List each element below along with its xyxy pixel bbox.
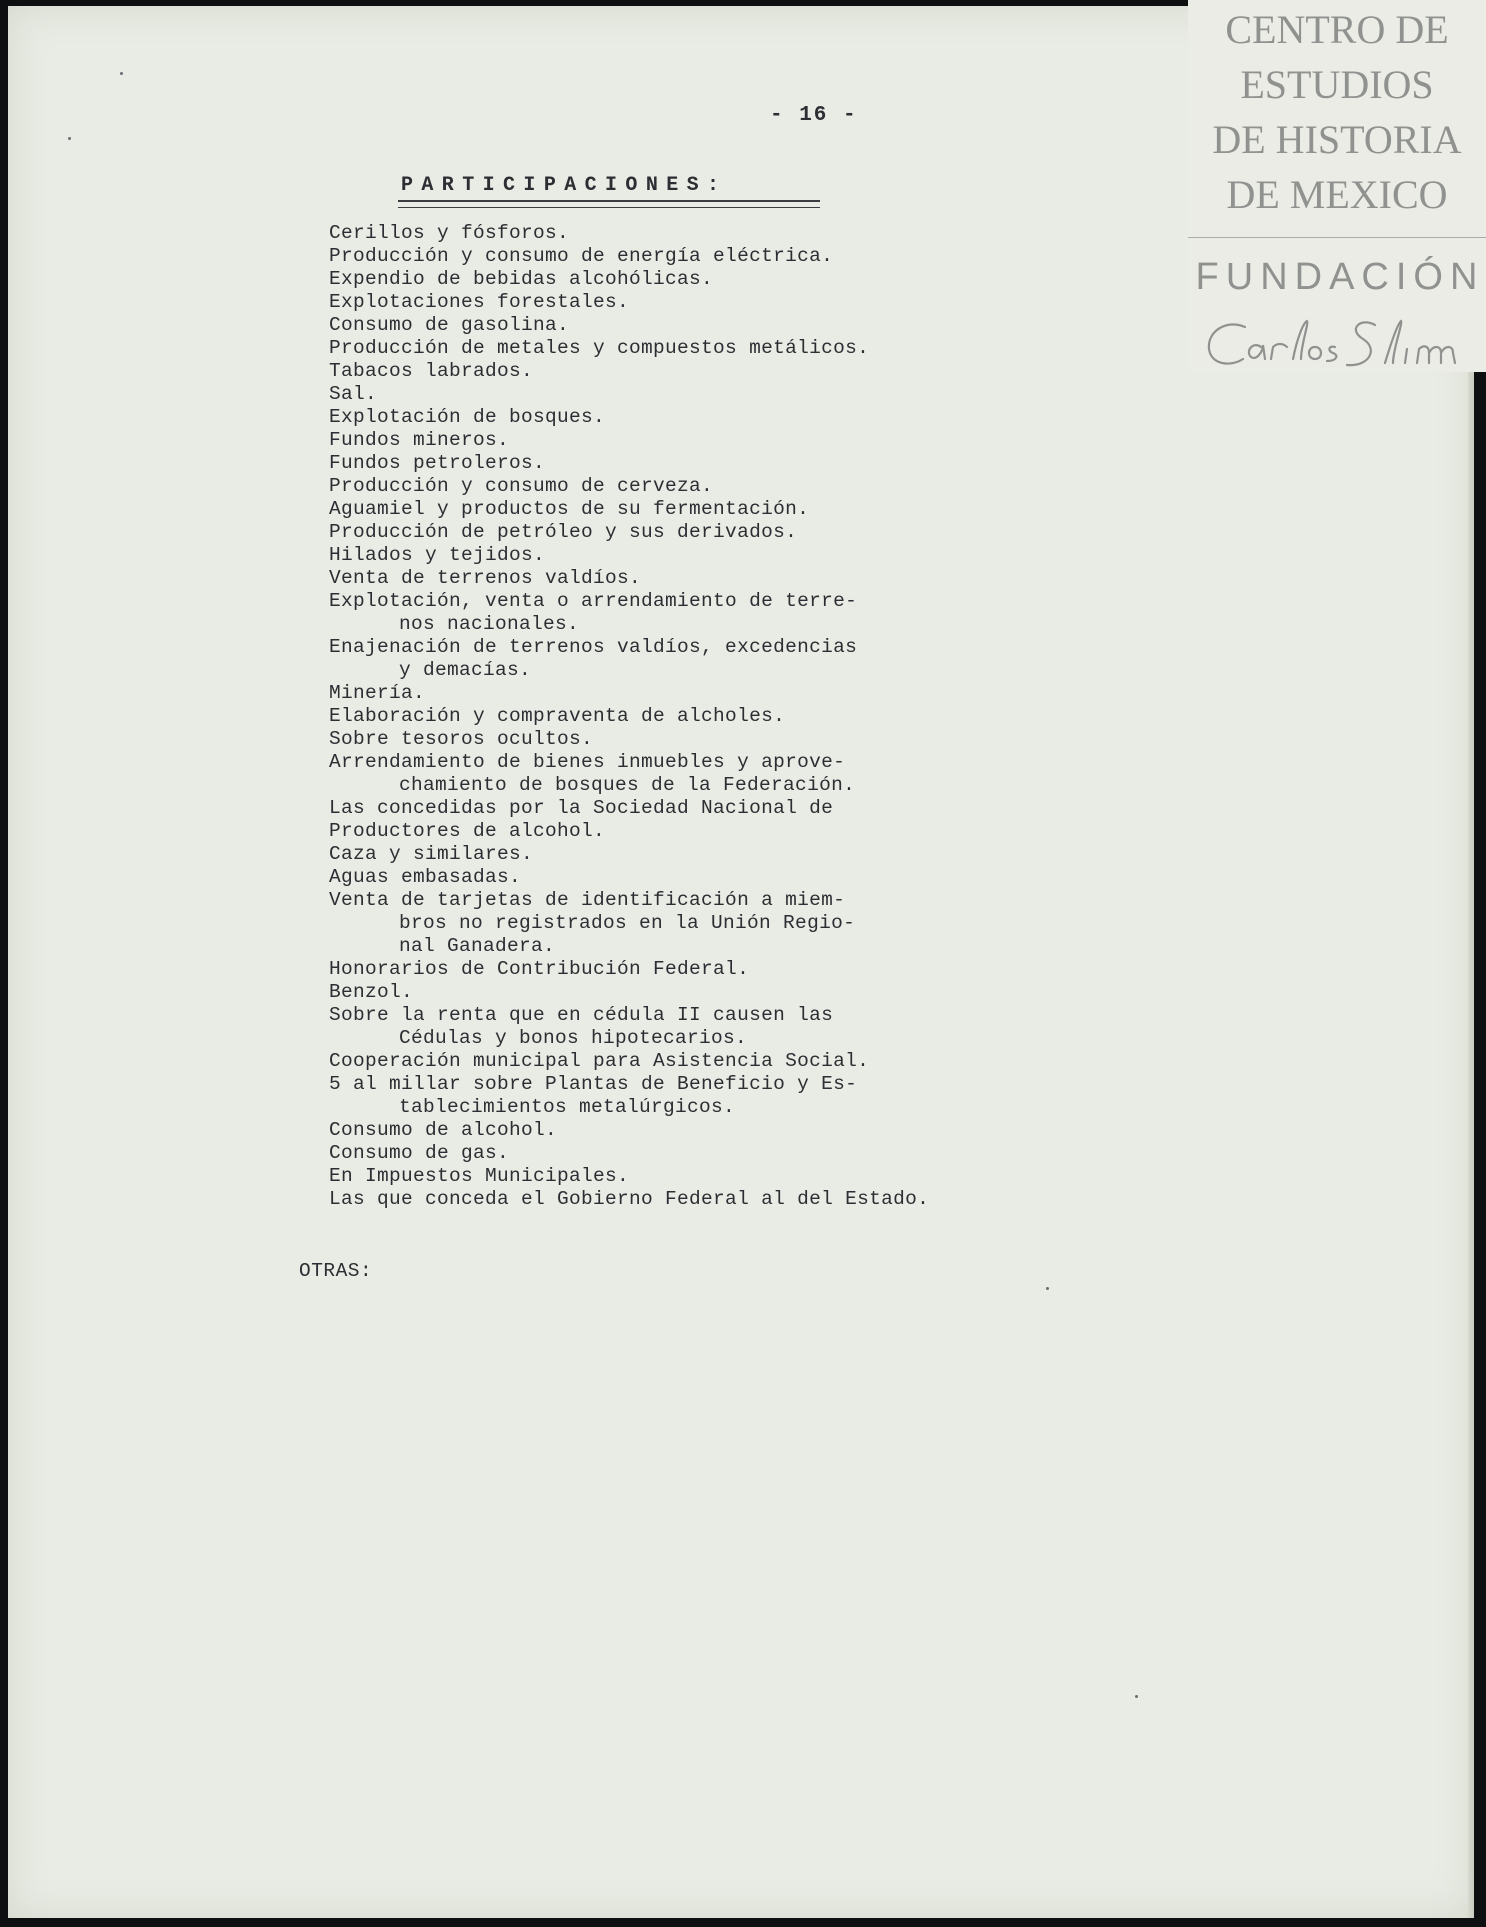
list-item [329,268,929,291]
list-item [329,1004,929,1050]
list-item-text: En Impuestos Municipales. [329,1165,630,1187]
list-item-text: Arrendamiento de bienes inmuebles y aprove- [329,751,846,773]
list-item [329,429,929,452]
list-item [329,383,929,406]
page-number: - 16 - [770,104,858,127]
list-item-text: 5 al millar sobre Plantas de Beneficio y Es- [329,1073,858,1095]
list-item [329,475,929,498]
list-item [329,452,929,475]
watermark-line-1: CENTRO DE [1225,7,1449,52]
list-item-continuation: nos nacionales. [399,613,580,635]
list-item [329,889,929,958]
scan-speck [68,137,71,140]
watermark-block [1188,0,1486,372]
scan-speck [1046,1287,1049,1290]
otras-heading: OTRAS: [299,1260,373,1282]
list-item [329,682,929,705]
watermark-line-4: DE MEXICO [1226,172,1448,217]
list-item-text: Las concedidas por la Sociedad Nacional de [329,797,834,819]
list-item [329,1050,929,1073]
list-item [329,1073,929,1119]
watermark-line-2: ESTUDIOS [1240,62,1434,107]
signature-logo-svg [1197,309,1477,379]
list-item-text: Enajenación de terrenos valdíos, excedencias [329,636,858,658]
list-item [329,866,929,889]
list-item-continuation: tablecimientos metalúrgicos. [399,1096,736,1118]
list-item [329,521,929,544]
list-item-continuation: y demacías. [399,659,532,681]
scan-speck [120,72,123,75]
list-item-continuation: bros no registrados en la Unión Regio- [399,912,856,934]
list-item-text: Aguamiel y productos de su fermentación. [329,498,810,520]
list-item [329,567,929,590]
list-item-text: Honorarios de Contribución Federal. [329,958,750,980]
list-item-text: Explotación, venta o arrendamiento de terre- [329,590,858,612]
list-item-text: Fundos petroleros. [329,452,546,474]
list-item-text: Producción de metales y compuestos metálicos. [329,337,870,359]
watermark-line-3: DE HISTORIA [1212,117,1462,162]
list-item-text: Aguas embasadas. [329,866,522,888]
list-item-text: Sobre la renta que en cédula II causen las [329,1004,834,1026]
list-item [329,544,929,567]
list-item [329,360,929,383]
watermark-divider [1188,237,1486,238]
list-item-text: Producción de petróleo y sus derivados. [329,521,798,543]
list-item [329,728,929,751]
list-item-text: Minería. [329,682,426,704]
list-item [329,1142,929,1165]
list-item [329,843,929,866]
list-item [329,705,929,728]
list-item-text: Explotación de bosques. [329,406,606,428]
list-item [329,590,929,636]
list-item-text: Explotaciones forestales. [329,291,630,313]
list-item [329,636,929,682]
list-item-text: Cerillos y fósforos. [329,222,570,244]
list-item-text: Cooperación municipal para Asistencia Social. [329,1050,870,1072]
list-item-text: Caza y similares. [329,843,534,865]
watermark-institution [1188,0,1486,222]
list-item [329,981,929,1004]
heading-underline-2 [398,207,820,208]
list-item [329,1188,929,1211]
list-item [329,1119,929,1142]
list-item [329,291,929,314]
list-item [329,498,929,521]
list-item-text: Venta de tarjetas de identificación a miem- [329,889,846,911]
list-item-text: Consumo de gas. [329,1142,510,1164]
scan-speck [1135,1695,1138,1698]
list-item-text: Producción y consumo de cerveza. [329,475,714,497]
list-item-text: Tabacos labrados. [329,360,534,382]
list-item [329,1165,929,1188]
list-item [329,797,929,820]
list-item [329,406,929,429]
list-item-continuation: Cédulas y bonos hipotecarios. [399,1027,748,1049]
list-item-text: Expendio de bebidas alcohólicas. [329,268,714,290]
list-item-text: Productores de alcohol. [329,820,606,842]
list-item [329,337,929,360]
watermark-fundacion: FUNDACIÓN [1195,256,1485,298]
list-item-text: Sal. [329,383,378,405]
section-heading: PARTICIPACIONES: [401,174,728,197]
list-item-text: Las que conceda el Gobierno Federal al del Estado. [329,1188,930,1210]
list-item [329,314,929,337]
list-item [329,245,929,268]
list-item-text: Benzol. [329,981,414,1003]
list-item [329,820,929,843]
list-item-text: Consumo de gasolina. [329,314,570,336]
list-item [329,222,929,245]
list-item-text: Sobre tesoros ocultos. [329,728,594,750]
list-item-continuation: chamiento de bosques de la Federación. [399,774,856,796]
signature-logo [1188,309,1486,384]
heading-underline [398,200,820,202]
list-item-continuation: nal Ganadera. [399,935,556,957]
list-item-text: Consumo de alcohol. [329,1119,558,1141]
list-item [329,751,929,797]
list-item-text: Elaboración y compraventa de alcholes. [329,705,786,727]
list-item [329,958,929,981]
participaciones-list [329,222,929,1211]
list-item-text: Venta de terrenos valdíos. [329,567,642,589]
list-item-text: Fundos mineros. [329,429,510,451]
list-item-text: Hilados y tejidos. [329,544,546,566]
list-item-text: Producción y consumo de energía eléctrica. [329,245,834,267]
